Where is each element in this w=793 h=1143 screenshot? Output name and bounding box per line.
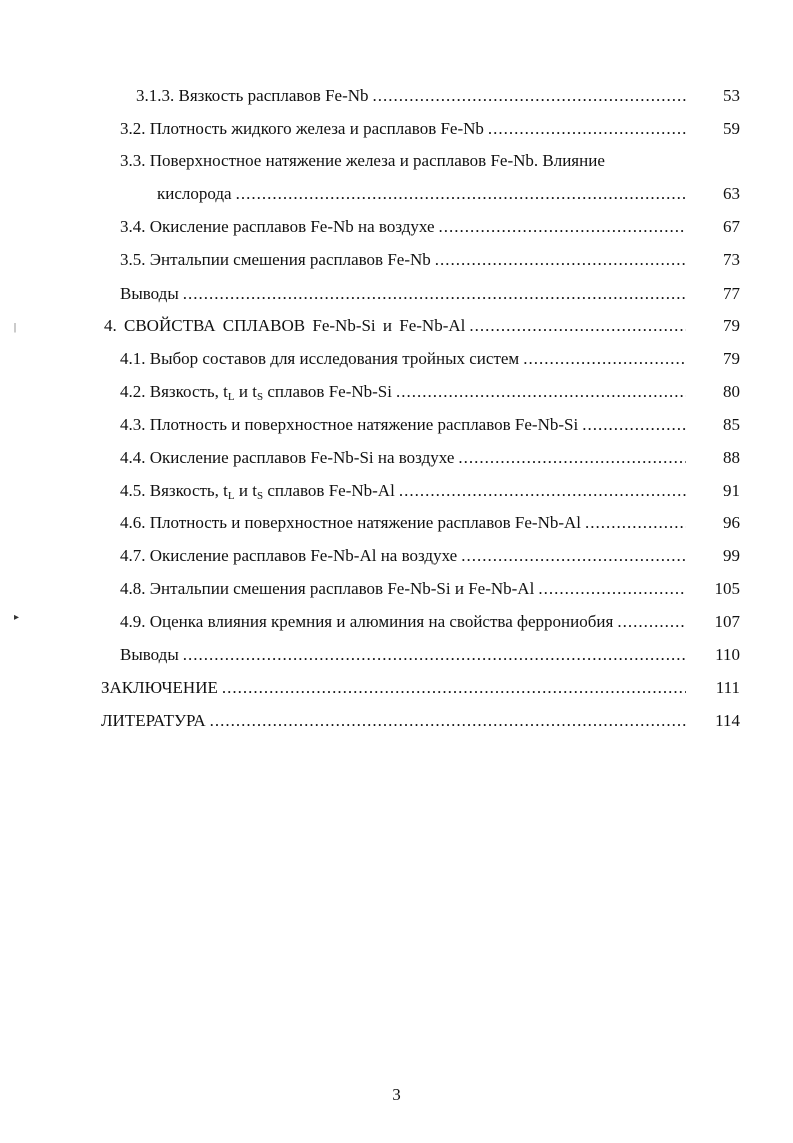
toc-page-number: 73	[723, 250, 740, 269]
toc-page-number: 107	[714, 612, 740, 631]
toc-entry-conclusions-3	[120, 284, 690, 304]
toc-page-number: 85	[723, 415, 740, 434]
leader-dots	[538, 579, 686, 599]
toc-page-number: 110	[715, 645, 740, 664]
leader-dots	[183, 284, 686, 304]
toc-page-number: 114	[715, 711, 740, 730]
toc-page-number: 59	[723, 119, 740, 138]
leader-dots	[210, 711, 686, 731]
toc-entry-title: 4.2. Вязкость, $t_L$ и $t_S$ сплавов Fe-Nb-Si	[120, 382, 392, 403]
toc-entry-3-3: 3.3. Поверхностное натяжение железа и расплавов Fe-Nb. Влияние	[120, 151, 605, 170]
toc-page-number: 79	[723, 316, 740, 335]
toc-entry-4-4	[120, 448, 690, 468]
toc-entry-title: ЛИТЕРАТУРА	[101, 711, 206, 730]
toc-entry-4-5	[120, 481, 690, 506]
toc-page-number: 79	[723, 349, 740, 368]
leader-dots	[399, 481, 686, 501]
page-number: 3	[392, 1085, 401, 1104]
toc-entry-title: 4.6. Плотность и поверхностное натяжение расплавов Fe-Nb-Al	[120, 513, 582, 532]
leader-dots	[236, 184, 686, 204]
toc-entry-title: Выводы	[120, 284, 179, 303]
leader-dots	[439, 217, 686, 237]
scan-artifact-mark: ▸	[14, 612, 20, 623]
toc-entry-4-8	[120, 579, 690, 599]
leader-dots	[461, 546, 686, 566]
toc-page-number: 88	[723, 448, 740, 467]
leader-dots	[469, 316, 686, 336]
toc-entry-chapter-4	[104, 316, 690, 336]
toc-entry-4-6	[120, 513, 690, 533]
scan-artifact-mark: |	[14, 322, 17, 333]
leader-dots	[222, 678, 686, 698]
toc-entry-title: 3.5. Энтальпии смешения расплавов Fe-Nb	[120, 250, 431, 269]
leader-dots	[523, 349, 686, 369]
leader-dots	[396, 382, 686, 402]
toc-page-number: 96	[723, 513, 740, 532]
toc-entry-title: 3.4. Окисление расплавов Fe-Nb на воздухе	[120, 217, 435, 236]
toc-entry-title: 4. СВОЙСТВА СПЛАВОВ Fe-Nb-Si и Fe-Nb-Al	[104, 316, 466, 335]
toc-entry-literature	[101, 711, 690, 731]
leader-dots	[373, 86, 686, 106]
toc-entry-title: 3.1.3. Вязкость расплавов Fe-Nb	[136, 86, 369, 105]
toc-entry-3-5	[120, 250, 690, 270]
leader-dots	[458, 448, 686, 468]
toc-page-number: 77	[723, 284, 740, 303]
toc-entry-title: Выводы	[120, 645, 179, 664]
toc-entry-title: кислорода	[157, 184, 232, 203]
toc-entry-4-1	[120, 349, 690, 369]
toc-entry-title: 4.9. Оценка влияния кремния и алюминия на свойства феррониобия	[120, 612, 614, 631]
toc-page-number: 53	[723, 86, 740, 105]
toc-entry-title: 4.5. Вязкость, $t_L$ и $t_S$ сплавов Fe-Nb-Al	[120, 481, 395, 502]
leader-dots	[582, 415, 686, 435]
toc-entry-3-1-3	[136, 86, 690, 106]
toc-entry-title: 4.7. Окисление расплавов Fe-Nb-Al на воздухе	[120, 546, 458, 565]
toc-entry-title: 4.8. Энтальпии смешения расплавов Fe-Nb-Si и Fe-Nb-Al	[120, 579, 535, 598]
toc-entry-title: ЗАКЛЮЧЕНИЕ	[101, 678, 218, 697]
toc-page-number: 63	[723, 184, 740, 203]
toc-page-number: 80	[723, 382, 740, 401]
leader-dots	[183, 645, 686, 665]
leader-dots	[435, 250, 686, 270]
toc-page-number: 91	[723, 481, 740, 500]
toc-entry-3-3-continuation	[157, 184, 690, 204]
toc-entry-4-2	[120, 382, 690, 407]
toc-entry-4-9	[120, 612, 690, 632]
toc-entry-conclusions-4	[120, 645, 690, 665]
toc-entry-title: 4.3. Плотность и поверхностное натяжение расплавов Fe-Nb-Si	[120, 415, 579, 434]
toc-entry-3-4	[120, 217, 690, 237]
toc-entry-3-2	[120, 119, 690, 139]
leader-dots	[488, 119, 686, 139]
toc-page-number: 111	[715, 678, 740, 697]
toc-page-number: 67	[723, 217, 740, 236]
toc-entry-4-3	[120, 415, 690, 435]
toc-page-number: 105	[714, 579, 740, 598]
toc-entry-4-7	[120, 546, 690, 566]
leader-dots	[585, 513, 686, 533]
toc-entry-conclusion	[101, 678, 690, 698]
toc-entry-title: 3.2. Плотность жидкого железа и расплавов Fe-Nb	[120, 119, 484, 138]
toc-entry-title: 4.4. Окисление расплавов Fe-Nb-Si на воздухе	[120, 448, 455, 467]
toc-page-number: 99	[723, 546, 740, 565]
toc-entry-title: 4.1. Выбор составов для исследования тройных систем	[120, 349, 520, 368]
leader-dots	[617, 612, 686, 632]
